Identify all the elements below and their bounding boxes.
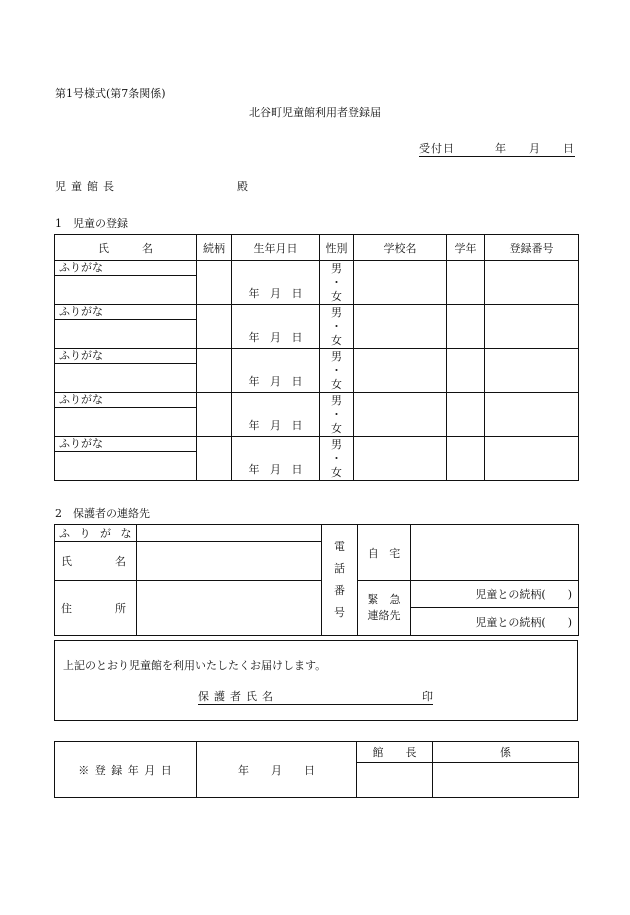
name-field[interactable] bbox=[55, 364, 197, 393]
page-title: 北谷町児童館利用者登録届 bbox=[249, 106, 381, 119]
guardian-name-label: 氏 名 bbox=[55, 542, 137, 581]
child-registration-table bbox=[54, 234, 579, 481]
reg-number-field[interactable] bbox=[485, 349, 579, 393]
name-field[interactable] bbox=[55, 276, 197, 305]
dob-field[interactable]: 年 月 日 bbox=[232, 393, 320, 437]
grade-field[interactable] bbox=[447, 349, 485, 393]
name-field[interactable] bbox=[55, 452, 197, 481]
director-label: 館 長 bbox=[357, 742, 433, 763]
table-row bbox=[55, 261, 579, 276]
table-header-row bbox=[55, 235, 579, 261]
header-sex: 性別 bbox=[320, 235, 354, 261]
seal-mark: 印 bbox=[422, 690, 433, 703]
sex-field[interactable]: 男 ・ 女 bbox=[320, 261, 354, 305]
dob-field[interactable]: 年 月 日 bbox=[232, 261, 320, 305]
registration-date-label: ※ 登 録 年 月 日 bbox=[55, 742, 197, 798]
receipt-year: 年 bbox=[495, 142, 507, 155]
dob-field[interactable]: 年 月 日 bbox=[232, 349, 320, 393]
receipt-day: 日 bbox=[563, 142, 575, 155]
header-dob: 生年月日 bbox=[232, 235, 320, 261]
grade-field[interactable] bbox=[447, 437, 485, 481]
relation-field[interactable] bbox=[197, 305, 232, 349]
guardian-address-label: 住 所 bbox=[55, 581, 137, 636]
sex-field[interactable]: 男 ・ 女 bbox=[320, 305, 354, 349]
sex-field[interactable]: 男 ・ 女 bbox=[320, 349, 354, 393]
section1-heading: 1 児童の登録 bbox=[55, 217, 128, 230]
section2-heading: 2 保護者の連絡先 bbox=[55, 507, 150, 520]
guardian-name-label: 保護者氏名 bbox=[198, 690, 278, 703]
reg-number-field[interactable] bbox=[485, 261, 579, 305]
receipt-label: 受付日 bbox=[419, 142, 455, 155]
guardian-furigana-field[interactable] bbox=[137, 525, 322, 542]
furigana-field[interactable]: ふりがな bbox=[55, 437, 197, 452]
receipt-month: 月 bbox=[529, 142, 541, 155]
home-phone-field[interactable] bbox=[411, 525, 579, 581]
addressee-honorific: 殿 bbox=[237, 180, 248, 193]
school-field[interactable] bbox=[354, 305, 447, 349]
reg-number-field[interactable] bbox=[485, 393, 579, 437]
sex-field[interactable]: 男 ・ 女 bbox=[320, 393, 354, 437]
school-field[interactable] bbox=[354, 261, 447, 305]
registration-date-field[interactable]: 年 月 日 bbox=[197, 742, 357, 798]
statement-box bbox=[54, 640, 578, 721]
header-grade: 学年 bbox=[447, 235, 485, 261]
school-field[interactable] bbox=[354, 349, 447, 393]
staff-label: 係 bbox=[433, 742, 579, 763]
director-seal-field[interactable] bbox=[357, 763, 433, 798]
furigana-field[interactable]: ふりがな bbox=[55, 305, 197, 320]
table-row bbox=[55, 349, 579, 364]
relation-field[interactable] bbox=[197, 261, 232, 305]
grade-field[interactable] bbox=[447, 393, 485, 437]
office-use-table bbox=[54, 741, 579, 798]
addressee-name: 児童館長 bbox=[55, 180, 119, 193]
home-phone-label: 自 宅 bbox=[358, 525, 411, 581]
header-reg-number: 登録番号 bbox=[485, 235, 579, 261]
sex-field[interactable]: 男 ・ 女 bbox=[320, 437, 354, 481]
reg-number-field[interactable] bbox=[485, 305, 579, 349]
furigana-field[interactable]: ふりがな bbox=[55, 261, 197, 276]
table-row bbox=[55, 305, 579, 320]
staff-seal-field[interactable] bbox=[433, 763, 579, 798]
school-field[interactable] bbox=[354, 437, 447, 481]
furigana-field[interactable]: ふりがな bbox=[55, 349, 197, 364]
relation-field[interactable] bbox=[197, 437, 232, 481]
guardian-furigana-label: ふ り が な bbox=[55, 525, 137, 542]
table-row bbox=[55, 437, 579, 452]
guardian-signature-line[interactable] bbox=[198, 691, 433, 705]
header-school: 学校名 bbox=[354, 235, 447, 261]
emergency-contact-label: 緊 急 連絡先 bbox=[358, 581, 411, 636]
phone-label: 電 話 番 号 bbox=[322, 525, 358, 636]
name-field[interactable] bbox=[55, 408, 197, 437]
school-field[interactable] bbox=[354, 393, 447, 437]
form-number-label: 第1号様式(第7条関係) bbox=[55, 87, 166, 100]
grade-field[interactable] bbox=[447, 305, 485, 349]
guardian-name-field[interactable] bbox=[137, 542, 322, 581]
header-relation: 続柄 bbox=[197, 235, 232, 261]
header-name: 氏 名 bbox=[55, 235, 197, 261]
statement-text: 上記のとおり児童館を利用いたしたくお届けします。 bbox=[63, 659, 327, 672]
guardian-address-field[interactable] bbox=[137, 581, 322, 636]
name-field[interactable] bbox=[55, 320, 197, 349]
receipt-date-line bbox=[419, 143, 575, 157]
guardian-contact-table bbox=[54, 524, 579, 636]
emergency-relation-2[interactable]: 児童との続柄( ) bbox=[411, 608, 579, 636]
reg-number-field[interactable] bbox=[485, 437, 579, 481]
table-row bbox=[55, 393, 579, 408]
relation-field[interactable] bbox=[197, 349, 232, 393]
dob-field[interactable]: 年 月 日 bbox=[232, 437, 320, 481]
relation-field[interactable] bbox=[197, 393, 232, 437]
furigana-field[interactable]: ふりがな bbox=[55, 393, 197, 408]
grade-field[interactable] bbox=[447, 261, 485, 305]
emergency-relation-1[interactable]: 児童との続柄( ) bbox=[411, 581, 579, 608]
dob-field[interactable]: 年 月 日 bbox=[232, 305, 320, 349]
